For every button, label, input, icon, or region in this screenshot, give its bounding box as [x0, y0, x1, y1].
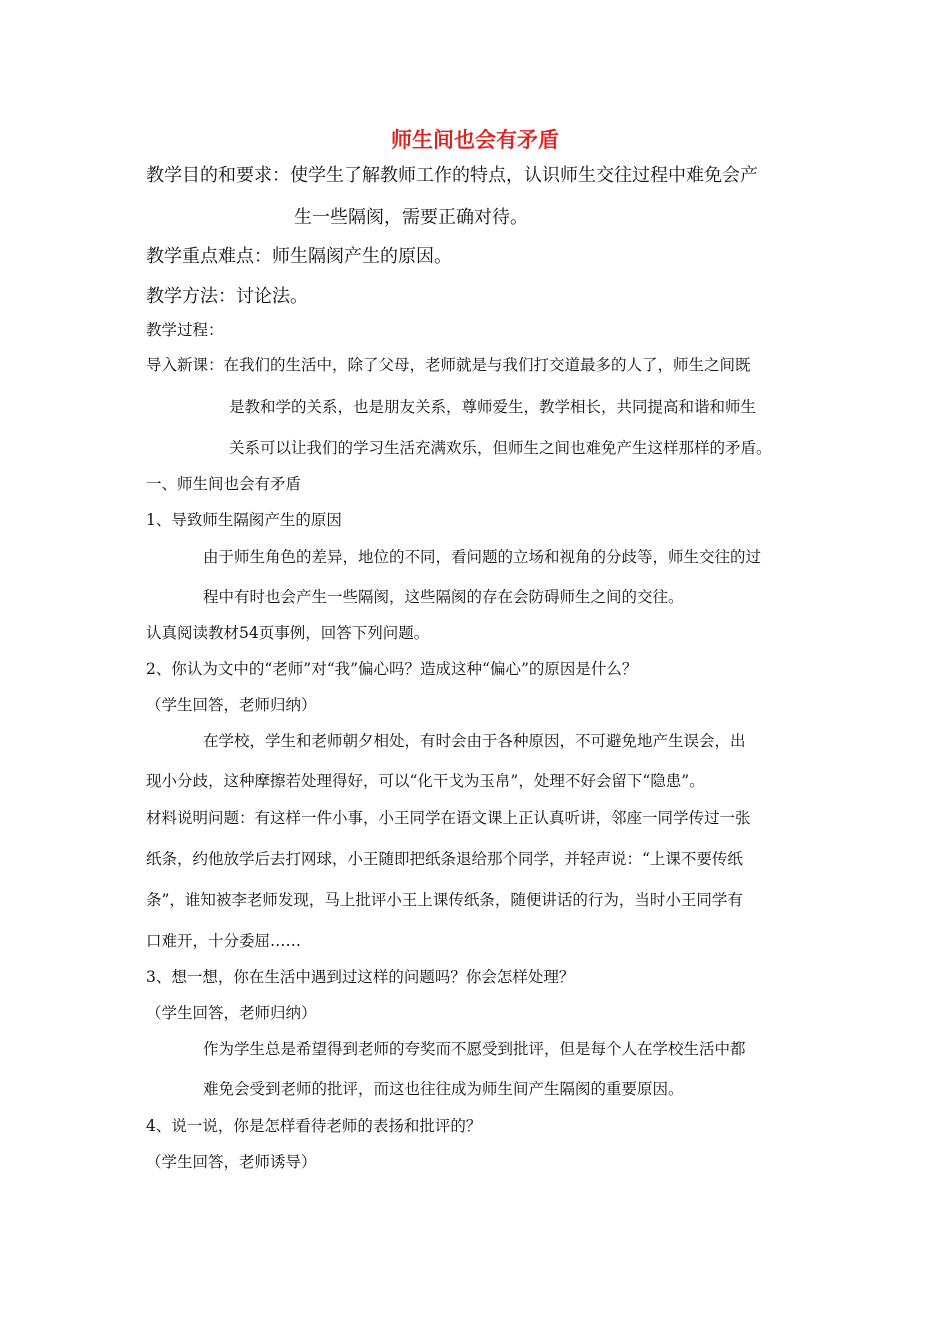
material-line-1: 材料说明问题：有这样一件小事，小王同学在语文课上正认真听讲，邻座一同学传过一张 [146, 809, 751, 827]
item-4-question: 4、说一说，你是怎样看待老师的表扬和批评的？ [146, 1117, 482, 1135]
material-line-3: 条”，谁知被李老师发现，马上批评小王上课传纸条，随便讲话的行为，当时小王同学有 [146, 891, 743, 909]
intro-line-3: 关系可以让我们的学习生活充满欢乐，但师生之间也难免产生这样那样的矛盾。 [229, 439, 772, 457]
item-1-heading: 1、导致师生隔阂产生的原因 [146, 511, 342, 529]
item-1-body-2: 程中有时也会产生一些隔阂，这些隔阂的存在会防碍师生之间的交往。 [203, 588, 684, 606]
item-3-note: （学生回答，老师归纳） [146, 1004, 317, 1022]
material-line-2: 纸条，约他放学后去打网球，小王随即把纸条退给那个同学，并轻声说：“上课不要传纸 [146, 850, 743, 868]
item-3-question: 3、想一想，你在生活中遇到过这样的问题吗？你会怎样处理？ [146, 968, 575, 986]
intro-line-1: 导入新课：在我们的生活中，除了父母，老师就是与我们打交道最多的人了，师生之间既 [146, 356, 751, 374]
item-1-body-1: 由于师生角色的差异，地位的不同，看问题的立场和视角的分歧等，师生交往的过 [203, 548, 762, 566]
item-3-body-2: 难免会受到老师的批评，而这也往往成为师生间产生隔阂的重要原因。 [203, 1080, 684, 1098]
item-2-body-1: 在学校，学生和老师朝夕相处，有时会由于各种原因，不可避免地产生误会，出 [203, 732, 746, 750]
item-4-note: （学生回答，老师诱导） [146, 1153, 317, 1171]
item-2-question: 2、你认为文中的“老师”对“我”偏心吗？造成这种“偏心”的原因是什么？ [146, 660, 638, 678]
process-heading: 教学过程： [146, 321, 224, 339]
key-points: 教学重点难点：师生隔阂产生的原因。 [146, 246, 452, 267]
section-1-heading: 一、师生间也会有矛盾 [146, 475, 302, 493]
item-3-body-1: 作为学生总是希望得到老师的夸奖而不愿受到批评，但是每个人在学校生活中都 [203, 1040, 746, 1058]
item-2-body-2: 现小分歧，这种摩擦若处理得好，可以“化干戈为玉帛”，处理不好会留下“隐患”。 [146, 772, 705, 790]
goals-line-2: 生一些隔阂，需要正确对待。 [294, 207, 528, 228]
material-line-4: 口难开，十分委屈…… [146, 932, 302, 950]
intro-line-2: 是教和学的关系，也是朋友关系，尊师爱生，教学相长，共同提高和谐和师生 [229, 398, 757, 416]
teaching-method: 教学方法：讨论法。 [146, 286, 308, 307]
item-2-note: （学生回答，老师归纳） [146, 696, 317, 714]
page-title: 师生间也会有矛盾 [391, 127, 559, 152]
goals-line-1: 教学目的和要求：使学生了解教师工作的特点，认识师生交往过程中难免会产 [146, 165, 758, 186]
reading-task: 认真阅读教材54页事例，回答下列问题。 [146, 624, 430, 642]
